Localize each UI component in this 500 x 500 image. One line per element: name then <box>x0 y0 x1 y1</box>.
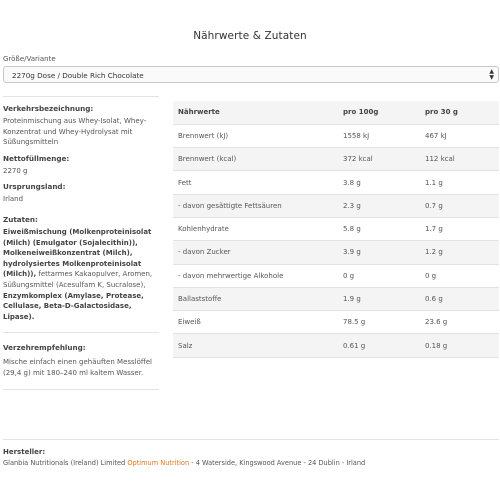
value-per-100g: 372 kcal <box>338 148 420 171</box>
manufacturer-text <box>3 459 365 467</box>
recommendation-text: Mische einfach einen gehäuften Messlöffel (29,4 g) mit 180–240 ml kaltem Wasser. <box>3 358 152 377</box>
value-per-30g: 0.7 g <box>420 194 499 217</box>
manufacturer-heading: Hersteller: <box>3 448 46 456</box>
value-per-100g: 1558 kJ <box>338 124 420 147</box>
value-per-30g: 0 g <box>420 264 499 287</box>
value-per-30g: 1.2 g <box>420 241 499 264</box>
table-row <box>173 334 499 357</box>
value-per-30g: 0.6 g <box>420 287 499 310</box>
manufacturer-company: Glanbia Nutritionals (Ireland) Limited <box>3 459 126 467</box>
designation-heading: Verkehrsbezeichnung: <box>3 104 94 113</box>
nutrient-name: Salz <box>173 334 338 357</box>
table-row <box>173 217 499 240</box>
net-weight-value: 2270 g <box>3 166 28 175</box>
ingredients-other: fettarmes Kakaopulver, Aromen, Süßungsmittel (Acesulfam K, Sucralose), <box>3 270 153 289</box>
manufacturer-address: - 4 Waterside, Kingswood Avenue - 24 Dublin - Irland <box>191 459 366 467</box>
variant-selected-value: 2270g Dose / Double Rich Chocolate <box>12 71 144 80</box>
nutrition-table <box>173 101 499 358</box>
table-row <box>173 241 499 264</box>
value-per-100g: 78.5 g <box>338 311 420 334</box>
footer-divider <box>3 439 499 440</box>
table-header: Nährwerte <box>173 101 338 124</box>
nutrient-name: Brennwert (kcal) <box>173 148 338 171</box>
ingredients-enzyme-complex: Enzymkomplex (Amylase, Protease, Cellulase, Beta-D-Galactosidase, Lipase). <box>3 291 144 321</box>
origin-value: Irland <box>3 195 24 204</box>
value-per-30g: 1.1 g <box>420 171 499 194</box>
table-row <box>173 171 499 194</box>
nutrient-name: Eiweiß <box>173 311 338 334</box>
value-per-100g: 0 g <box>338 264 420 287</box>
variant-select[interactable] <box>3 66 499 83</box>
nutrient-name: Kohlenhydrate <box>173 217 338 240</box>
divider <box>3 389 159 390</box>
table-row <box>173 194 499 217</box>
nutrient-name: - davon Zucker <box>173 241 338 264</box>
table-row <box>173 264 499 287</box>
value-per-30g: 467 kJ <box>420 124 499 147</box>
table-header: pro 30 g <box>420 101 499 124</box>
nutrient-name: Fett <box>173 171 338 194</box>
ingredients-protein-blend: Eiweißmischung (Molkenproteinisolat (Milch) (Emulgator (Sojalecithin)), Molkeneiweißkonzentrat (Milch), hydrolysiertes Molkenproteinisolat (Milch)), <box>3 227 152 279</box>
nutrient-name: Brennwert (kJ) <box>173 124 338 147</box>
product-info-column <box>3 96 159 390</box>
table-row <box>173 287 499 310</box>
table-row <box>173 148 499 171</box>
value-per-30g: 0.18 g <box>420 334 499 357</box>
value-per-100g: 3.9 g <box>338 241 420 264</box>
value-per-100g: 3.8 g <box>338 171 420 194</box>
ingredients-heading: Zutaten: <box>3 214 38 224</box>
brand-name: Optimum Nutrition <box>127 459 190 467</box>
value-per-100g: 5.8 g <box>338 217 420 240</box>
value-per-100g: 0.61 g <box>338 334 420 357</box>
nutrient-name: - davon mehrwertige Alkohole <box>173 264 338 287</box>
value-per-30g: 1.7 g <box>420 217 499 240</box>
ingredients-text <box>3 227 159 322</box>
value-per-100g: 1.9 g <box>338 287 420 310</box>
origin-heading: Ursprungsland: <box>3 182 66 192</box>
variant-label: Größe/Variante <box>3 55 56 63</box>
table-row <box>173 124 499 147</box>
table-header-row <box>173 101 499 124</box>
value-per-30g: 112 kcal <box>420 148 499 171</box>
value-per-100g: 2.3 g <box>338 194 420 217</box>
page-title: Nährwerte & Zutaten <box>193 30 307 42</box>
nutrient-name: - davon gesättigte Fettsäuren <box>173 194 338 217</box>
net-weight-heading: Nettofüllmenge: <box>3 153 70 163</box>
designation-text: Proteinmischung aus Whey-Isolat, Whey-Konzentrat und Whey-Hydrolysat mit Süßungsmitteln <box>3 117 147 147</box>
table-header: pro 100g <box>338 101 420 124</box>
value-per-30g: 23.6 g <box>420 311 499 334</box>
table-row <box>173 311 499 334</box>
recommendation-heading: Verzehrempfehlung: <box>3 343 86 353</box>
select-arrows-icon: ▲ ▼ <box>489 68 494 81</box>
nutrient-name: Ballaststoffe <box>173 287 338 310</box>
